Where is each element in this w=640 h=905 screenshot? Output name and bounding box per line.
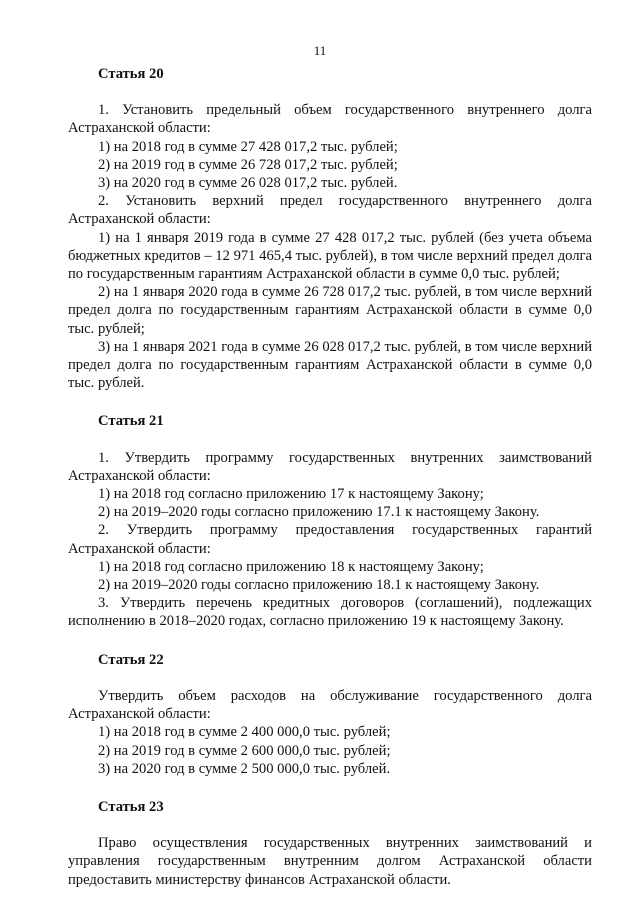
article-title: Статья 21: [98, 413, 164, 430]
paragraph: 3. Утвердить перечень кредитных договоров (соглашений), подлежащих исполнению в 2018–2020 годах, согласно приложению 19 к настоящему Закону.: [68, 595, 592, 630]
article-title: Статья 23: [98, 798, 164, 815]
paragraph: 3) на 2020 год в сумме 2 500 000,0 тыс. рублей.: [98, 760, 391, 777]
article-title: Статья 20: [98, 66, 164, 82]
paragraph: 1) на 2018 год согласно приложению 17 к настоящему Закону;: [98, 486, 484, 503]
paragraph: 2) на 2019–2020 годы согласно приложению 18.1 к настоящему Закону.: [98, 577, 540, 594]
paragraph: Право осуществления государственных внутренних заимствований и управления государственным внутренним долгом Астраханской области предоставить министерству финансов Астраханской области.: [68, 835, 592, 888]
page-number: 11: [313, 43, 327, 58]
paragraph: 1) на 2018 год в сумме 27 428 017,2 тыс. рублей;: [98, 138, 398, 155]
document-body: [68, 65, 592, 889]
paragraph: 3) на 1 января 2021 года в сумме 26 028 017,2 тыс. рублей, в том числе верхний предел долга по государственным гарантиям Астраханской области в сумме 0,0 тыс. рублей.: [68, 338, 592, 392]
paragraph: 1) на 2018 год в сумме 2 400 000,0 тыс. рублей;: [98, 724, 391, 741]
article-22: [68, 651, 592, 778]
paragraph: 2) на 2019 год в сумме 2 600 000,0 тыс. рублей;: [98, 742, 391, 759]
paragraph: 1) на 1 января 2019 года в сумме 27 428 017,2 тыс. рублей (без учета объема бюджетных кредитов – 12 971 465,4 тыс. рублей), в том числе верхний предел долга по государственным гарантиям Астраханской области в сумме 0,0 тыс. рублей;: [68, 229, 592, 283]
article-21: [68, 412, 592, 630]
paragraph: 1. Установить предельный объем государственного внутреннего долга Астраханской области:: [68, 102, 592, 137]
paragraph: Утвердить объем расходов на обслуживание государственного долга Астраханской области:: [68, 687, 592, 723]
paragraph: 1) на 2018 год согласно приложению 18 к настоящему Закону;: [98, 558, 484, 575]
article-title: Статья 22: [98, 651, 164, 668]
paragraph: 2) на 1 января 2020 года в сумме 26 728 017,2 тыс. рублей, в том числе верхний предел долга по государственным гарантиям Астраханской области в сумме 0,0 тыс. рублей;: [68, 284, 592, 337]
article-20: [68, 65, 592, 392]
paragraph: 2) на 2019 год в сумме 26 728 017,2 тыс. рублей;: [98, 156, 398, 173]
paragraph: 1. Утвердить программу государственных внутренних заимствований Астраханской области:: [68, 449, 592, 484]
article-23: [68, 798, 592, 889]
paragraph: 2. Утвердить программу предоставления государственных гарантий Астраханской области:: [68, 522, 592, 557]
paragraph: 2. Установить верхний предел государственного внутреннего долга Астраханской области:: [68, 193, 592, 228]
paragraph: 3) на 2020 год в сумме 26 028 017,2 тыс. рублей.: [98, 175, 398, 192]
paragraph: 2) на 2019–2020 годы согласно приложению 17.1 к настоящему Закону.: [98, 504, 540, 521]
